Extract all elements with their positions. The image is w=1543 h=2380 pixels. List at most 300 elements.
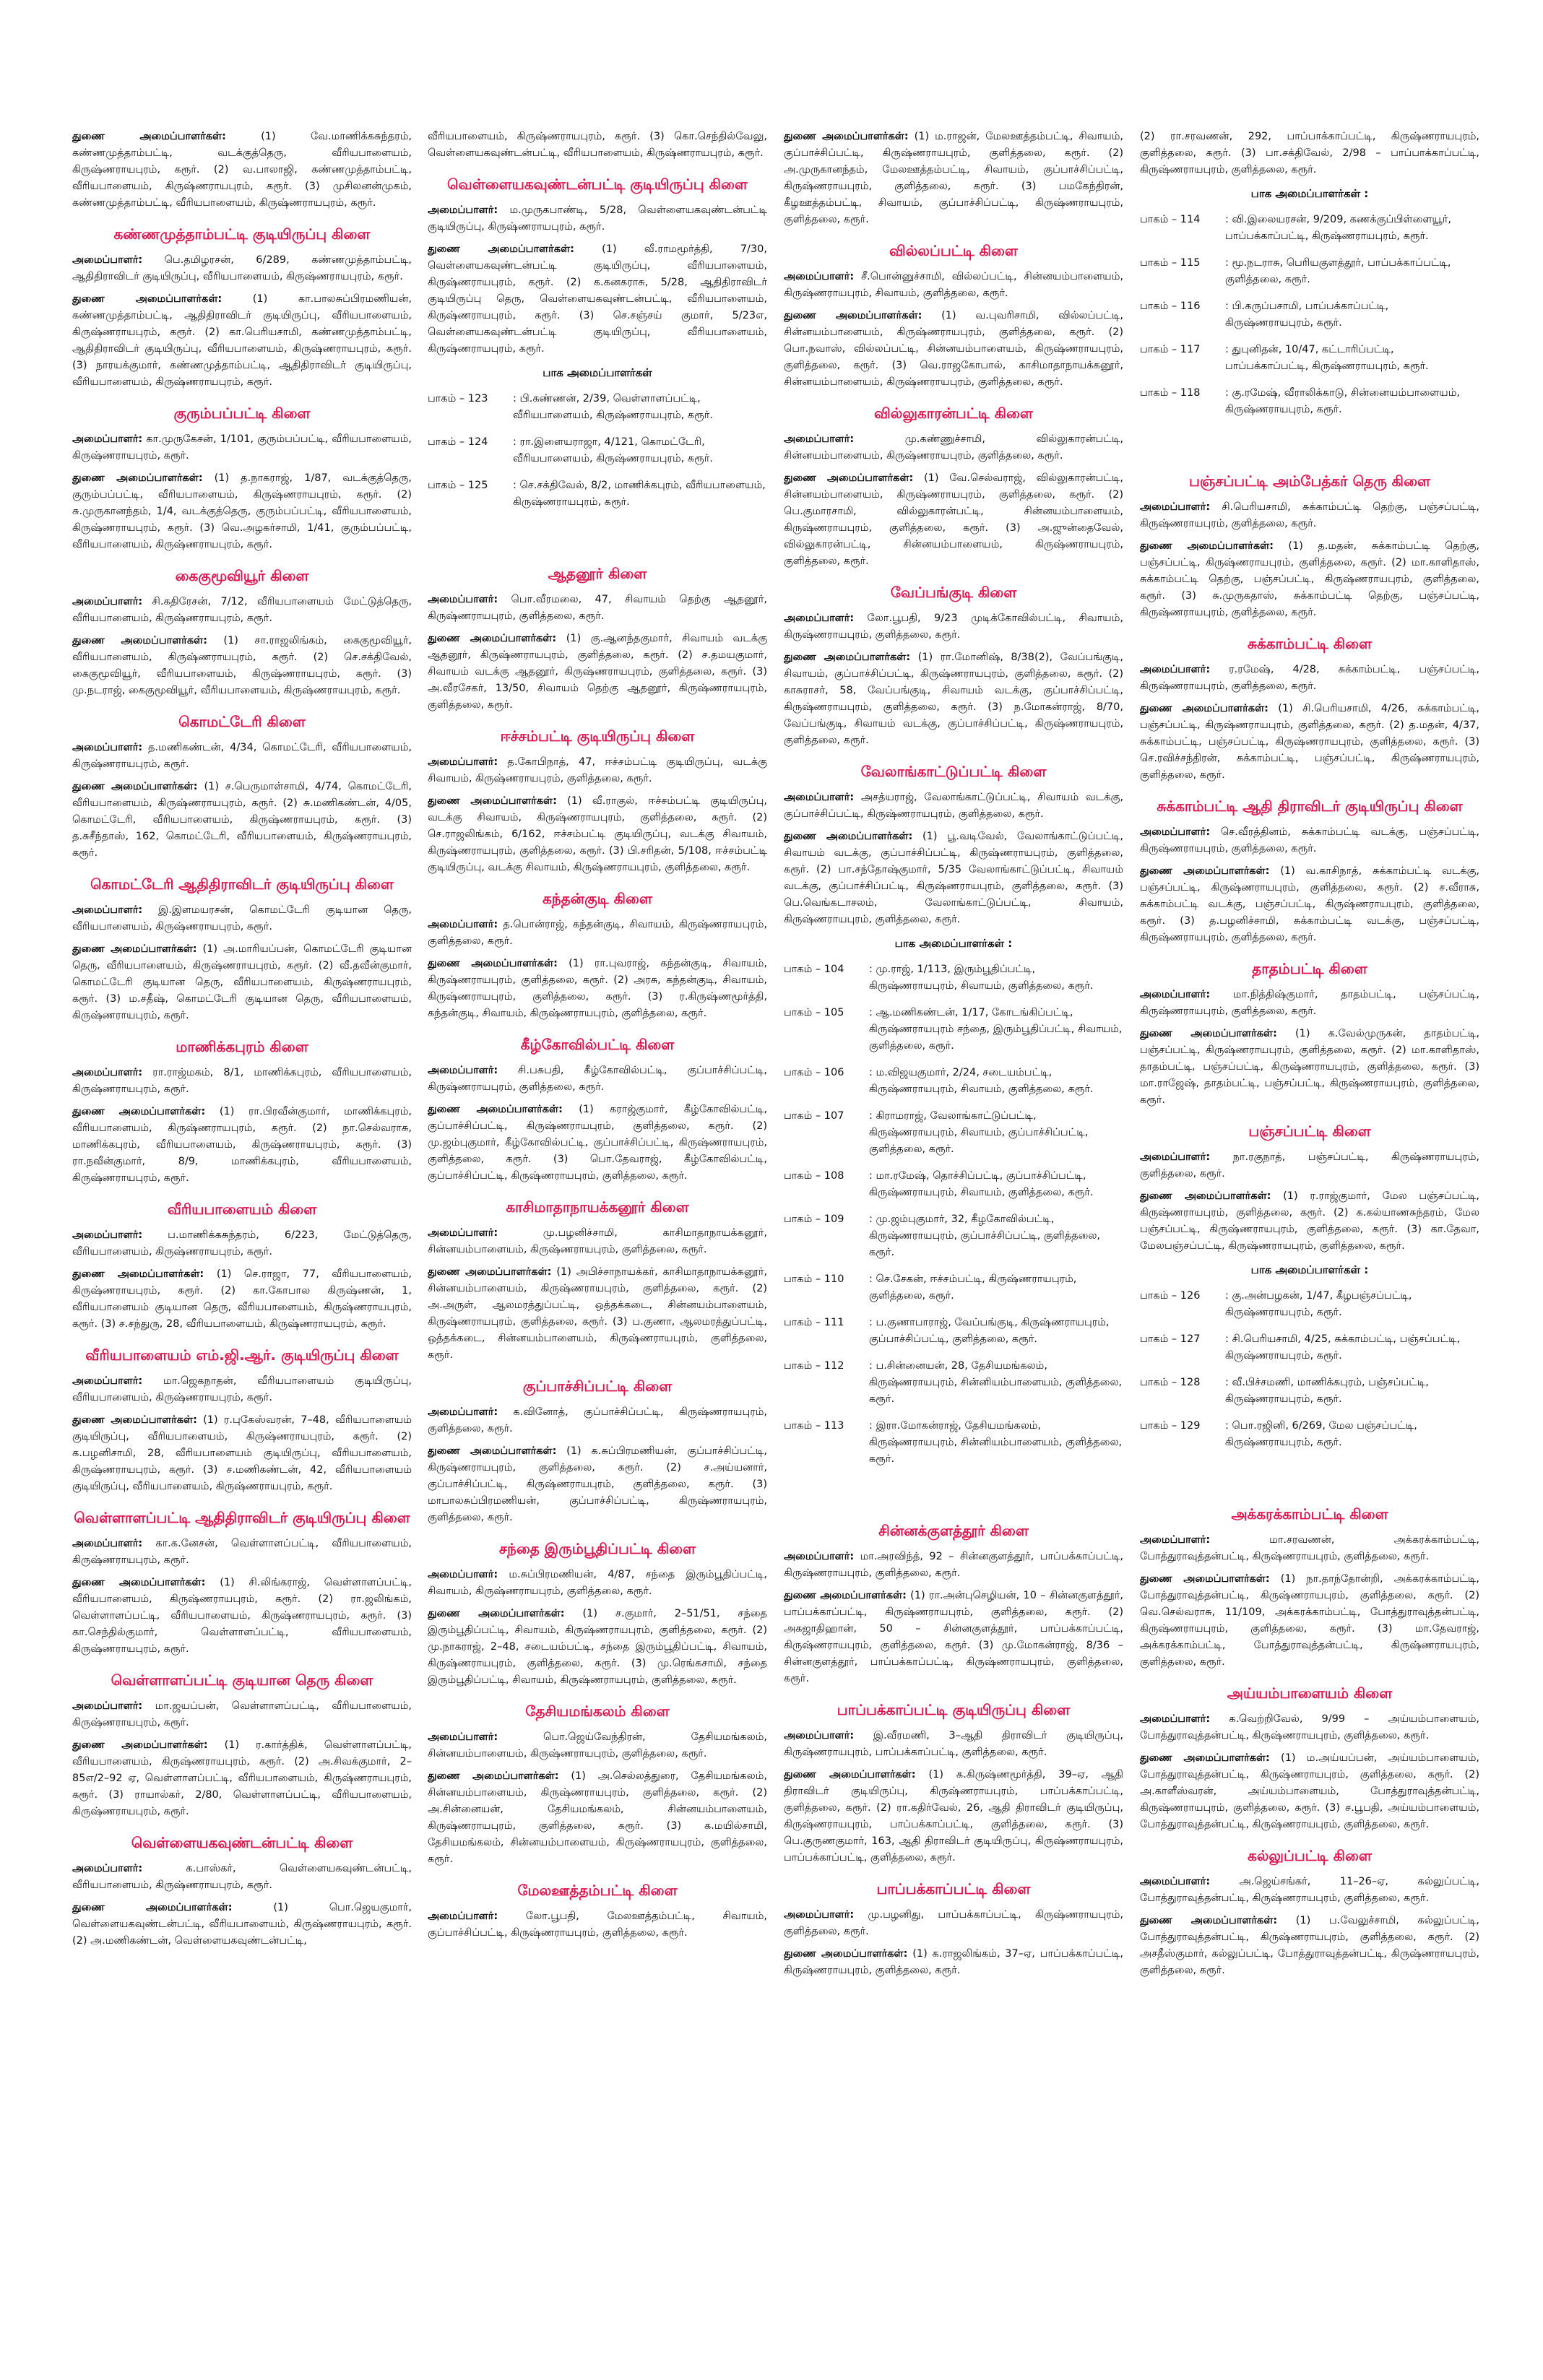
booth-number: பாகம் – 126 xyxy=(1140,1290,1201,1302)
member-text: சி.பசுபதி, கீழ்கோவில்பட்டி, குப்பாச்சிப்பட்டி, கிருஷ்ணராயபுரம், குளித்தலை, கரூர். xyxy=(428,1065,767,1093)
booth-row xyxy=(784,1065,1123,1098)
role-label: துணை அமைப்பாளர்கள்: xyxy=(784,1590,907,1601)
branch-heading: கந்தன்குடி கிளை xyxy=(543,890,652,907)
column-1 xyxy=(72,129,412,2368)
branch-block xyxy=(72,404,412,553)
member-text: க.வெற்றிவேல், 9/99 – அய்யம்பாளையம், போத்துராவுத்தன்பட்டி, கிருஷ்ணராயபுரம், குளித்தலை, கரூர். xyxy=(1140,1713,1479,1741)
member-text: அ.ஜெய்சங்கர், 11–26–ஏ, கல்லுப்பட்டி, போத்துராவுத்தன்பட்டி, கிருஷ்ணராயபுரம், குளித்தலை, கரூர். xyxy=(1140,1876,1479,1904)
role-label: அமைப்பாளர்: xyxy=(72,904,143,916)
booth-organizer: : மு.ஜம்புகுமார், 32, கீழகோவில்பட்டி, கிருஷ்ணராயபுரம், குப்பாச்சிப்பட்டி, குளித்தலை, கரூர். xyxy=(869,1213,1100,1258)
member-paragraph xyxy=(1140,1026,1479,1109)
branch-heading: பஞ்சப்பட்டி அம்பேத்கர் தெரு கிளை xyxy=(1188,472,1431,490)
role-label: அமைப்பாளர்: xyxy=(1140,1151,1211,1163)
booth-row xyxy=(784,1315,1123,1348)
role-label: துணை அமைப்பாளர்கள்: xyxy=(784,310,922,321)
member-text: சி.கதிரேசன், 7/12, வீரியபாளையம் மேட்டுத்தெரு, வீரியபாளையம், கிருஷ்ணராயபுரம், கரூர். xyxy=(72,596,412,624)
role-label: அமைப்பாளர்: xyxy=(428,1227,498,1239)
booth-number: பாகம் – 114 xyxy=(1140,214,1201,225)
member-text: (1) அ.செல்லத்துரை, தேசியமங்கலம், சின்னயம்பாளையம், கிருஷ்ணராயபுரம், குளித்தலை, கரூர். (2) அ.சின்னையன், தேசியமங்கலம், சின்னயம்பாளையம், கிருஷ்ணராயபுரம், குளித்தலை, கரூர். (3) க.மயில்சாமி, தேசியமங்கலம், சின்னயம்பாளையம், கிருஷ்ணராயபுரம், குளித்தலை, கரூர். xyxy=(428,1770,767,1865)
member-paragraph xyxy=(72,1575,412,1658)
branch-block xyxy=(1140,797,1479,946)
branch-heading: சுக்காம்பட்டி கிளை xyxy=(1247,635,1373,652)
member-text: (1) வ.காசிநாத், சுக்காம்பட்டி வடக்கு, பஞ்சப்பட்டி, கிருஷ்ணராயபுரம், குளித்தலை, கரூர். (2) ச.வீராசு, சுக்காம்பட்டி வடக்கு, பஞ்சப்பட்டி, கிருஷ்ணராயபுரம், குளித்தலை, கரூர். (3) த.பழனிச்சாமி, சுக்காம்பட்டி வடக்கு, பஞ்சப்பட்டி, கிருஷ்ணராயபுரம், குளித்தலை, கரூர். xyxy=(1140,865,1479,943)
role-label: துணை அமைப்பாளர்கள்: xyxy=(428,243,574,255)
member-text: (1) க.வேல்முருகன், தாதம்பட்டி, பஞ்சப்பட்டி, கிருஷ்ணராயபுரம், குளித்தலை, கரூர். (2) மா.காளிதாஸ், தாதம்பட்டி, பஞ்சப்பட்டி, கிருஷ்ணராயபுரம், குளித்தலை, கரூர். (3) மா.ராஜேஷ், தாதம்பட்டி, பஞ்சப்பட்டி, கிருஷ்ணராயபுரம், குளித்தலை, கரூர். xyxy=(1140,1028,1479,1106)
branch-block xyxy=(1140,129,1479,418)
member-text: (1) ம.அய்யப்பன், அய்யம்பாளையம், போத்துராவுத்தன்பட்டி, கிருஷ்ணராயபுரம், குளித்தலை, கரூர். (2) அ.காளீஸ்வரன், அய்யம்பாளையம், போத்துராவுத்தன்பட்டி, கிருஷ்ணராயபுரம், குளித்தலை, கரூர். (3) ச.பூபதி, அய்யம்பாளையம், போத்துராவுத்தன்பட்டி, கிருஷ்ணராயபுரம், குளித்தலை, கரூர். xyxy=(1140,1752,1479,1830)
booth-number: பாகம் – 128 xyxy=(1140,1377,1201,1388)
branch-heading: வெள்ளையகவுண்டன்பட்டி கிளை xyxy=(131,1834,353,1851)
role-label: அமைப்பாளர்: xyxy=(428,1569,498,1580)
member-text: (1) த.நாகராஜ், 1/87, வடக்குத்தெரு, குரும்பப்பட்டி, வீரியபாளையம், கிருஷ்ணராயபுரம், கரூர். (2) சு.முருகானந்தம், 1/4, வடக்குத்தெரு, குரும்பப்பட்டி, வீரியபாளையம், கிருஷ்ணராயபுரம், கரூர். (3) வெ.அழகர்சாமி, 1/41, குரும்பப்பட்டி, வீரியபாளையம், கிருஷ்ணராயபுரம், கரூர். xyxy=(72,472,412,550)
branch-block xyxy=(784,241,1123,391)
role-label: துணை அமைப்பாளர்கள்: xyxy=(428,1770,559,1782)
booth-number: பாகம் – 111 xyxy=(784,1317,844,1328)
branch-heading: காசிமாதாநாயக்கனூர் கிளை xyxy=(506,1198,689,1216)
branch-heading: அக்கரக்காம்பட்டி கிளை xyxy=(1231,1505,1388,1523)
member-paragraph xyxy=(784,1588,1123,1687)
member-text: ப.மாணிக்கசுந்தரம், 6/223, மேட்டுத்தெரு, வீரியபாளையம், கிருஷ்ணராயபுரம், கரூர். xyxy=(72,1229,412,1258)
member-text: (1) ரா.மோனிஷ், 8/38(2), வேப்பங்குடி, சிவாயம், குப்பாச்சிப்பட்டி, கிருஷ்ணராயபுரம், குளித்தலை, கரூர். (2) காசுராசர், 58, வேப்பங்குடி, சிவாயம் வடக்கு, குப்பாச்சிப்பட்டி, கிருஷ்ணராயபுரம், குளித்தலை, கரூர். (3) ந.மோகன்ராஜ், 8/70, வேப்பங்குடி, சிவாயம் வடக்கு, குப்பாச்சிப்பட்டி, கிருஷ்ணராயபுரம், குளித்தலை, கரூர். xyxy=(784,652,1123,746)
member-text: இ.இளமயரசன், கொமட்டேரி குடியான தெரு, வீரியபாளையம், கிருஷ்ணராயபுரம், கரூர். xyxy=(72,904,412,932)
booth-number: பாகம் – 104 xyxy=(784,964,844,975)
booth-number: பாகம் – 129 xyxy=(1140,1420,1201,1432)
member-paragraph xyxy=(428,129,767,162)
role-label: துணை அமைப்பாளர்கள்: xyxy=(72,293,222,305)
role-label: துணை அமைப்பாளர்கள்: xyxy=(72,635,208,646)
member-paragraph xyxy=(72,1227,412,1260)
member-paragraph xyxy=(1140,1711,1479,1744)
member-text: (1) செ.ராஜா, 77, வீரியபாளையம், கிருஷ்ணராயபுரம், கரூர். (2) கா.கோபால கிருஷ்ணன், 1, வீரியபாளையம் குடியான தெரு, வீரியபாளையம், கிருஷ்ணராயபுரம், கரூர். (3) ச.சந்துரு, 28, வீரியபாளையம், கிருஷ்ணராயபுரம், கரூர். xyxy=(72,1268,412,1330)
role-label: அமைப்பாளர்: xyxy=(72,1067,143,1078)
member-paragraph xyxy=(1140,1188,1479,1255)
booth-row xyxy=(784,1271,1123,1304)
member-paragraph xyxy=(784,1907,1123,1940)
branch-heading: வெள்ளாளப்பட்டி குடியான தெரு கிளை xyxy=(111,1671,373,1689)
member-paragraph xyxy=(72,1737,412,1820)
member-text: மு.பழனிது, பாப்பக்காப்பட்டி, கிருஷ்ணராயபுரம், குளித்தலை, கரூர். xyxy=(784,1909,1123,1937)
booth-row xyxy=(428,434,767,467)
branch-block xyxy=(428,175,767,511)
role-label: துணை அமைப்பாளர்கள்: xyxy=(72,943,197,955)
role-label: அமைப்பாளர்: xyxy=(1140,1713,1211,1725)
booth-number: பாகம் – 105 xyxy=(784,1007,844,1018)
branch-heading: சந்தை இரும்பூதிப்பட்டி கிளை xyxy=(498,1540,696,1557)
booth-organizer: : சி.பெரியசாமி, 4/25, சுக்காம்பட்டி, பஞ்சப்பட்டி, கிருஷ்ணராயபுரம், கரூர். xyxy=(1225,1333,1461,1362)
branch-block xyxy=(72,875,412,1024)
member-text: மா.அரவிந்த், 92 – சின்னகுளத்தூர், பாப்பக்காப்பட்டி, கிருஷ்ணராயபுரம், குளித்தலை, கரூர். xyxy=(784,1551,1123,1579)
member-text: (1) வே.செல்வராஜ், வில்லுகாரன்பட்டி, சின்னயம்பாளையம், கிருஷ்ணராயபுரம், குளித்தலை, கரூர். (2) பெ.குமாரசாமி, வில்லுகாரன்பட்டி, சின்னயம்பாளையம், கிருஷ்ணராயபுரம், குளித்தலை, கரூர். (3) அ.ஜுன்தைவேல், வில்லுகாரன்பட்டி, சின்னயம்பாளையம், கிருஷ்ணராயபுரம், குளித்தலை, கரூர். xyxy=(784,472,1123,567)
branch-block xyxy=(72,1671,412,1820)
booth-organizer: : வி.இலையரசன், 9/209, கணக்குப்பிள்ளையூர், பாப்பக்காப்பட்டி, கிருஷ்ணராயபுரம், கரூர். xyxy=(1225,214,1451,242)
member-paragraph xyxy=(784,1549,1123,1582)
role-label: துணை அமைப்பாளர்கள்: xyxy=(784,652,911,663)
branch-heading: வீரியபாளையம் எம்.ஜி.ஆர். குடியிருப்பு கிளை xyxy=(85,1346,399,1364)
booth-organizer: : பி.கண்ணன், 2/39, வெள்ளாளப்பட்டி, வீரியபாளையம், கிருஷ்ணராயபுரம், கரூர். xyxy=(513,393,713,421)
booth-number: பாகம் – 125 xyxy=(428,480,488,491)
booth-row xyxy=(1140,385,1479,418)
role-label: அமைப்பாளர்: xyxy=(1140,1876,1211,1887)
member-text: (1) வீ.ராகுல், ஈச்சம்பட்டி குடியிருப்பு, வடக்கு சிவாயம், கிருஷ்ணராயபுரம், குளித்தலை, கரூர். (2) செ.ராஜலிங்கம், 6/162, ஈச்சம்பட்டி குடியிருப்பு, வடக்கு சிவாயம், கிருஷ்ணராயபுரம், குளித்தலை, கரூர். (3) பி.சரிதன், 5/108, ஈச்சம்பட்டி குடியிருப்பு, வடக்கு சிவாயம், கிருஷ்ணராயபுரம், குளித்தலை, கரூர். xyxy=(428,795,767,873)
member-text: (1) நா.தாந்தோன்றி, அக்கரக்காம்பட்டி, போத்துராவுத்தன்பட்டி, கிருஷ்ணராயபுரம், குளித்தலை, கரூர். (2) வெ.செல்வராசு, 11/109, அக்கரக்காம்பட்டி, போத்துராவுத்தன்பட்டி, கிருஷ்ணராயபுரம், குளித்தலை, கரூர். (3) மா.தேவராஜ், அக்கரக்காம்பட்டி, போத்துராவுத்தன்பட்டி, கிருஷ்ணராயபுரம், குளித்தலை, கரூர். xyxy=(1140,1573,1479,1668)
member-text: லோ.பூபதி, மேலஊத்தம்பட்டி, சிவாயம், குப்பாச்சிப்பட்டி, கிருஷ்ணராயபுரம், குளித்தலை, கரூர். xyxy=(428,1911,767,1939)
role-label: துணை அமைப்பாளர்கள்: xyxy=(72,1577,206,1588)
role-label: அமைப்பாளர்: xyxy=(428,919,498,930)
role-label: துணை அமைப்பாளர்கள்: xyxy=(428,1608,565,1619)
role-label: துணை அமைப்பாளர்கள்: xyxy=(1140,1573,1270,1585)
booth-organizer: : பி.கருப்பசாமி, பாப்பக்காப்பட்டி, கிருஷ்ணராயபுரம், கரூர். xyxy=(1225,300,1389,329)
branch-block xyxy=(1140,1122,1479,1451)
role-label: அமைப்பாளர்: xyxy=(428,1911,498,1922)
member-paragraph xyxy=(1140,824,1479,857)
member-paragraph xyxy=(1140,1571,1479,1671)
booth-organizer: : ரா.இளையராஜா, 4/121, கொமட்டேரி, வீரியபாளையம், கிருஷ்ணராயபுரம், கரூர். xyxy=(513,436,713,464)
booth-number: பாகம் – 109 xyxy=(784,1213,844,1225)
member-text: (1) வீ.ராமமூர்த்தி, 7/30, வெள்ளையகவுண்டன்பட்டி குடியிருப்பு, வீரியபாளையம், கிருஷ்ணராயபுரம், கரூர். (2) க.கனகராசு, 5/28, ஆதிதிராவிடர் குடியிருப்பு தெரு, வெள்ளையகவுண்டன்பட்டி, வீரியபாளையம், கிருஷ்ணராயபுரம், கரூர். (3) செ.சஞ்சய் குமார், 5/23எ, வெள்ளையகவுண்டன்பட்டி குடியிருப்பு, வீரியபாளையம், கிருஷ்ணராயபுரம், கரூர். xyxy=(428,243,767,355)
member-paragraph xyxy=(1140,538,1479,621)
member-text: அசத்யராஜ், வேலாங்காட்டுப்பட்டி, சிவாயம் வடக்கு, குப்பாச்சிப்பட்டி, கிருஷ்ணராயபுரம், குளித்தலை, கரூர். xyxy=(784,792,1123,820)
booth-number: பாகம் – 117 xyxy=(1140,344,1201,355)
branch-heading: குப்பாச்சிப்பட்டி கிளை xyxy=(522,1377,673,1395)
role-label: அமைப்பாளர்: xyxy=(784,433,855,445)
member-text: க.வினோத், குப்பாச்சிப்பட்டி, கிருஷ்ணராயபுரம், குளித்தலை, கரூர். xyxy=(428,1406,767,1435)
member-text: ம.சுப்பிரமணியன், 4/87, சந்தை இரும்பூதிப்பட்டி, சிவாயம், கிருஷ்ணராயபுரம், குளித்தலை, கரூர். xyxy=(428,1569,767,1597)
branch-block xyxy=(784,762,1123,1468)
member-text: (1) ப.வேலுச்சாமி, கல்லுப்பட்டி, போத்துராவுத்தன்பட்டி, கிருஷ்ணராயபுரம், குளித்தலை, கரூர். (2) அசதீஸ்குமார், கல்லுப்பட்டி, போத்துராவுத்தன்பட்டி, கிருஷ்ணராயபுரம், குளித்தலை, கரூர். xyxy=(1140,1915,1479,1976)
member-text: இ.வீரமணி, 3–ஆதி திராவிடர் குடியிருப்பு, கிருஷ்ணராயபுரம், பாப்பக்காப்பட்டி, குளித்தலை, கரூர். xyxy=(784,1730,1123,1758)
branch-heading: வில்லப்பட்டி கிளை xyxy=(889,242,1018,259)
branch-block xyxy=(72,129,412,212)
booth-organizer: : மு.ராஜ், 1/113, இரும்பூதிப்பட்டி, கிருஷ்ணராயபுரம், சிவாயம், குளித்தலை, கரூர். xyxy=(869,964,1094,992)
member-paragraph xyxy=(72,902,412,935)
member-paragraph xyxy=(428,1102,767,1185)
member-text: (1) ர.புகேஸ்வரன், 7–48, வீரியபாளையம் குடியிருப்பு, வீரியபாளையம், கிருஷ்ணராயபுரம், கரூர். (2) க.பழனிசாமி, 28, வீரியபாளையம் குடியிருப்பு, வீரியபாளையம், கிருஷ்ணராயபுரம், கரூர். (3) ச.மணிகண்டன், 42, வீரியபாளையம் குடியிருப்பு, வீரியபாளையம், கிருஷ்ணராயபுரம், கரூர். xyxy=(72,1414,412,1492)
member-paragraph xyxy=(1140,1149,1479,1182)
member-text: கா.க.னேசன், வெள்ளாளப்பட்டி, வீரியபாளையம், கிருஷ்ணராயபுரம், கரூர். xyxy=(72,1538,412,1566)
member-text: சீ.பொன்னுச்சாமி, வில்லப்பட்டி, சின்னயம்பாளையம், கிருஷ்ணராயபுரம், சிவாயம், குளித்தலை, கரூர். xyxy=(784,271,1123,299)
branch-block xyxy=(784,583,1123,749)
member-paragraph xyxy=(1140,863,1479,946)
booth-organizer: : மா.ரமேஷ், தொச்சிப்பட்டி, குப்பாச்சிப்பட்டி, கிருஷ்ணராயபுரம், சிவாயம், குளித்தலை, கரூர். xyxy=(869,1170,1094,1198)
member-text: பொ.வீரமலை, 47, சிவாயம் தெற்கு ஆதனூர், கிருஷ்ணராயபுரம், குளித்தலை, கரூர். xyxy=(428,594,767,622)
member-text: (1) சா.ராஜலிங்கம், கைகுமூவியூர், வீரியபாளையம், கிருஷ்ணராயபுரம், கரூர். (2) செ.சக்திவேல், கைகுமூவியூர், வீரியபாளையம், கிருஷ்ணராயபுரம், கரூர். (3) மு.நடராஜ், கைகுமூவியூர், வீரியபாளையம், கிருஷ்ணராயபுரம், கரூர். xyxy=(72,635,412,696)
member-text: (1) ம.ராஜன், மேலஊத்தம்பட்டி, சிவாயம், குப்பாச்சிப்பட்டி, கிருஷ்ணராயபுரம், குளித்தலை, கரூர். (2) அ.முருகானந்தம், மேலஊத்தம்பட்டி, சிவாயம், குப்பாச்சிப்பட்டி, கிருஷ்ணராயபுரம், குளித்தலை, கரூர். (3) பமகேந்திரன், கீழஊத்தம்பட்டி, சிவாயம், குப்பாச்சிப்பட்டி, கிருஷ்ணராயபுரம், குளித்தலை, கரூர். xyxy=(784,131,1123,225)
booth-organizers-heading: பாக அமைப்பாளர்கள் xyxy=(543,366,652,379)
member-paragraph xyxy=(428,1567,767,1600)
role-label: துணை அமைப்பாளர்கள்: xyxy=(784,131,909,142)
branch-block xyxy=(72,1508,412,1658)
member-text: க.பாஸ்கர், வெள்ளையகவுண்டன்பட்டி, வீரியபாளையம், கிருஷ்ணராயபுரம், கரூர். xyxy=(72,1863,412,1891)
booth-row xyxy=(1140,342,1479,375)
member-paragraph xyxy=(784,1946,1123,1979)
booth-row xyxy=(784,1168,1123,1201)
column-gap xyxy=(1140,1463,1479,1492)
member-paragraph xyxy=(784,1728,1123,1761)
member-paragraph xyxy=(72,1536,412,1569)
branch-heading: தாதம்பட்டி கிளை xyxy=(1252,960,1367,977)
role-label: அமைப்பாளர்: xyxy=(1140,501,1211,513)
branch-block xyxy=(428,1377,767,1526)
branch-block xyxy=(1140,1684,1479,1833)
member-paragraph xyxy=(784,649,1123,749)
branch-heading: தேசியமங்கலம் கிளை xyxy=(525,1702,670,1720)
branch-heading: கைகுமூவியூர் கிளை xyxy=(175,567,309,584)
branch-heading: சின்னக்குளத்தூர் கிளை xyxy=(878,1522,1029,1539)
member-paragraph xyxy=(72,1861,412,1894)
branch-heading: குரும்பப்பட்டி கிளை xyxy=(173,404,311,422)
branch-heading: மாணிக்கபுரம் கிளை xyxy=(176,1038,308,1055)
member-paragraph xyxy=(784,1767,1123,1866)
member-paragraph xyxy=(1140,499,1479,532)
booth-number: பாகம் – 115 xyxy=(1140,257,1201,269)
booth-row xyxy=(1140,255,1479,288)
member-paragraph xyxy=(784,610,1123,644)
branch-block xyxy=(428,1035,767,1185)
role-label: அமைப்பாளர்: xyxy=(72,596,143,607)
role-label: துணை அமைப்பாளர்கள்: xyxy=(428,795,557,807)
branch-block xyxy=(1140,634,1479,784)
role-label: துணை அமைப்பாளர்கள்: xyxy=(784,831,913,842)
branch-heading: பாப்பக்காப்பட்டி குடியிருப்பு கிளை xyxy=(837,1701,1071,1718)
member-paragraph xyxy=(72,941,412,1024)
role-label: துணை அமைப்பாளர்கள்: xyxy=(784,472,914,484)
member-paragraph xyxy=(72,1266,412,1333)
branch-heading: கண்ணமுத்தாம்பட்டி குடியிருப்பு கிளை xyxy=(113,225,371,243)
member-text: (1) ரா.பிரவீன்குமார், மாணிக்கபுரம், வீரியபாளையம், கிருஷ்ணராயபுரம், கரூர். (2) நா.செல்வராசு, மாணிக்கபுரம், வீரியபாளையம், கிருஷ்ணராயபுரம், கரூர். (3) ரா.நவீன்குமார், 8/9, மாணிக்கபுரம், வீரியபாளையம், கிருஷ்ணராயபுரம், கரூர். xyxy=(72,1106,412,1184)
branch-block xyxy=(1140,1846,1479,1979)
member-paragraph xyxy=(428,1264,767,1364)
member-paragraph xyxy=(72,431,412,464)
role-label: அமைப்பாளர்: xyxy=(784,1909,855,1921)
branch-heading: ஈச்சம்பட்டி குடியிருப்பு கிளை xyxy=(500,727,695,745)
branch-heading: கீழ்கோவில்பட்டி கிளை xyxy=(520,1036,675,1053)
booth-organizer: : கு.ரமேஷ், வீராலிக்காடு, சின்னையம்பாளையம், கிருஷ்ணராயபுரம், கரூர். xyxy=(1225,387,1460,415)
member-text: பொ.ஜெய்வேந்திரன், தேசியமங்கலம், சின்னயம்பாளையம், கிருஷ்ணராயபுரம், குளித்தலை, கரூர். xyxy=(428,1731,767,1760)
member-paragraph xyxy=(428,793,767,876)
role-label: துணை அமைப்பாளர்கள்: xyxy=(72,472,203,484)
member-text: (1) சி.பெரியசாமி, 4/26, சுக்காம்பட்டி, பஞ்சப்பட்டி, கிருஷ்ணராயபுரம், குளித்தலை, கரூர். (2) த.மதன், 4/37, சுக்காம்பட்டி, பஞ்சப்பட்டி, கிருஷ்ணராயபுரம், குளித்தலை, கரூர். (3) செ.ரவிச்சந்திரன், சுக்காம்பட்டி, பஞ்சப்பட்டி, கிருஷ்ணராயபுரம், குளித்தலை, கரூர். xyxy=(1140,703,1479,781)
member-text: (1) கா.பாலசுப்பிரமணியன், கண்ணமுத்தாம்பட்டி, ஆதிதிராவிடர் குடியிருப்பு, வீரியபாளையம், கிருஷ்ணராயபுரம், கரூர். (2) கா.பெரியசாமி, கண்ணமுத்தாம்பட்டி, ஆதிதிராவிடர் குடியிருப்பு, வீரியபாளையம், கிருஷ்ணராயபுரம், கரூர். (3) நாரயக்குமார், கண்ணமுத்தாம்பட்டி, ஆதிதிராவிடர் குடியிருப்பு, வீரியபாளையம், கிருஷ்ணராயபுரம், கரூர். xyxy=(72,293,412,388)
member-text: (1) பொ.ஜெயகுமார், வெள்ளையகவுண்டன்பட்டி, வீரியபாளையம், கிருஷ்ணராயபுரம், கரூர். (2) அ.மணிகண்டன், வெள்ளையகவுண்டன்பட்டி, xyxy=(72,1902,412,1947)
member-paragraph xyxy=(428,1908,767,1942)
booth-number: பாகம் – 110 xyxy=(784,1273,844,1285)
member-paragraph xyxy=(72,1698,412,1731)
member-paragraph xyxy=(72,1412,412,1495)
booth-organizer: : பொ.ரஜினி, 6/269, மேல பஞ்சப்பட்டி, கிருஷ்ணராயபுரம், கரூர். xyxy=(1225,1420,1417,1448)
branch-block xyxy=(1140,1505,1479,1671)
booth-row xyxy=(1140,212,1479,245)
role-label: அமைப்பாளர்: xyxy=(784,792,855,803)
member-text: சி.பெரியசாமி, சுக்காம்பட்டி தெற்கு, பஞ்சப்பட்டி, கிருஷ்ணராயபுரம், குளித்தலை, கரூர். xyxy=(1140,501,1479,529)
role-label: அமைப்பாளர்: xyxy=(784,271,855,282)
booth-row xyxy=(784,1418,1123,1468)
branch-block xyxy=(784,129,1123,228)
booth-number: பாகம் – 112 xyxy=(784,1360,844,1372)
member-text: (1) க.சுப்பிரமணியன், குப்பாச்சிப்பட்டி, கிருஷ்ணராயபுரம், குளித்தலை, கரூர். (2) ச.அய்யனார், குப்பாச்சிப்பட்டி, கிருஷ்ணராயபுரம், குளித்தலை, கரூர். (3) மாபாலசுப்பிரமணியன், குப்பாச்சிப்பட்டி, கிருஷ்ணராயபுரம், குளித்தலை, கரூர். xyxy=(428,1445,767,1523)
member-paragraph xyxy=(428,1729,767,1762)
column-4 xyxy=(1140,129,1479,2368)
member-paragraph xyxy=(428,956,767,1022)
booth-number: பாகம் – 113 xyxy=(784,1420,844,1432)
role-label: அமைப்பாளர்: xyxy=(1140,989,1211,1000)
member-text: கா.முருகேசன், 1/101, குரும்பப்பட்டி, வீரியபாளையம், கிருஷ்ணராயபுரம், கரூர். xyxy=(72,433,412,462)
booth-organizers-heading: பாக அமைப்பாளர்கள் : xyxy=(894,937,1013,950)
member-paragraph xyxy=(428,631,767,714)
role-label: அமைப்பாளர்: xyxy=(428,204,498,216)
role-label: துணை அமைப்பாளர்கள்: xyxy=(1140,1915,1278,1926)
member-text: வீரியபாளையம், கிருஷ்ணராயபுரம், கரூர். (3) கொ.செந்தில்வேலு, வெள்ளையகவுண்டன்பட்டி, வீரியபாளையம், கிருஷ்ணராயபுரம், கரூர். xyxy=(428,131,767,159)
booth-number: பாகம் – 124 xyxy=(428,436,488,448)
role-label: அமைப்பாளர்: xyxy=(72,254,143,266)
branch-heading: மேலஊத்தம்பட்டி கிளை xyxy=(517,1882,678,1899)
column-3 xyxy=(784,129,1123,2368)
branch-heading: அய்யம்பாளையம் கிளை xyxy=(1227,1684,1393,1702)
member-paragraph xyxy=(1140,662,1479,695)
role-label: துணை அமைப்பாளர்கள்: xyxy=(784,1948,908,1960)
member-text: (1) ச.பெருமாள்சாமி, 4/74, கொமட்டேரி, வீரியபாளையம், கிருஷ்ணராயபுரம், கரூர். (2) சு.மணிகண்டன், 4/05, கொமட்டேரி, வீரியபாளையம், கிருஷ்ணராயபுரம், கரூர். (3) த.சுசீந்தாஸ், 162, கொமட்டேரி, வீரியபாளையம், கிருஷ்ணராயபுரம், கரூர். xyxy=(72,781,412,859)
member-text: (2) ரா.சரவணன், 292, பாப்பாக்காப்பட்டி, கிருஷ்ணராயபுரம், குளித்தலை, கரூர். (3) பா.சக்திவேல், 2/98 – பாப்பாக்காப்பட்டி, கிருஷ்ணராயபுரம், குளித்தலை, கரூர். xyxy=(1140,131,1479,176)
member-text: (1) க.கிருஷ்ணமூர்த்தி, 39–ஏ, ஆதி திராவிடர் குடியிருப்பு, கிருஷ்ணராயபுரம், பாப்பக்காப்பட்டி, குளித்தலை, கரூர். (2) ரா.கதிர்வேல், 26, ஆதி திராவிடர் குடியிருப்பு, கிருஷ்ணராயபுரம், பாப்பக்காப்பட்டி, குளித்தலை, கரூர். (3) பெ.குருணகுமார், 163, ஆதி திராவிடர் குடியிருப்பு, கிருஷ்ணராயபுரம், பாப்பக்காப்பட்டி, குளித்தலை, கரூர். xyxy=(784,1769,1123,1864)
member-text: (1) கராஜ்குமார், கீழ்கோவில்பட்டி, குப்பாச்சிப்பட்டி, கிருஷ்ணராயபுரம், குளித்தலை, கரூர். (2) மு.ஜம்புகுமார், கீழ்கோவில்பட்டி, குப்பாச்சிப்பட்டி, கிருஷ்ணராயபுரம், குளித்தலை, கரூர். (3) பொ.தேவராஜ், கீழ்கோவில்பட்டி, குப்பாச்சிப்பட்டி, கிருஷ்ணராயபுரம், குளித்தலை, கரூர். xyxy=(428,1104,767,1182)
member-text: செ.வீரத்தினம், சுக்காம்பட்டி வடக்கு, பஞ்சப்பட்டி, கிருஷ்ணராயபுரம், குளித்தலை, கரூர். xyxy=(1140,826,1479,854)
branch-block xyxy=(428,1702,767,1868)
branch-block xyxy=(428,1539,767,1689)
role-label: அமைப்பாளர்: xyxy=(428,1065,498,1076)
member-paragraph xyxy=(1140,1532,1479,1565)
member-paragraph xyxy=(428,754,767,787)
booth-organizer: : ம.விஜயகுமார், 2/24, சடையம்பட்டி, கிருஷ்ணராயபுரம், சிவாயம், குளித்தலை, கரூர். xyxy=(869,1067,1094,1095)
role-label: துணை அமைப்பாளர்கள்: xyxy=(72,1414,197,1426)
branch-block xyxy=(784,1521,1123,1687)
member-text: மு.பழனிச்சாமி, காசிமாதாநாயக்கனூர், சின்னயம்பாளையம், கிருஷ்ணராயபுரம், குளித்தலை, கரூர். xyxy=(428,1227,767,1255)
booth-organizer: : வீ.பிச்சமணி, மாணிக்கபுரம், பஞ்சப்பட்டி, கிருஷ்ணராயபுரம், கரூர். xyxy=(1225,1377,1429,1405)
branch-heading: கொமட்டேரி ஆதிதிராவிடர் குடியிருப்பு கிளை xyxy=(90,875,394,893)
role-label: அமைப்பாளர்: xyxy=(784,613,855,624)
column-gap xyxy=(784,1479,1123,1508)
branch-block xyxy=(72,566,412,699)
booth-organizers-heading: பாக அமைப்பாளர்கள் : xyxy=(1250,187,1369,200)
member-paragraph xyxy=(72,1373,412,1406)
branch-block xyxy=(72,712,412,862)
member-text: (1) வ.புவரிசாமி, வில்லப்பட்டி, சின்னயம்பாளையம், கிருஷ்ணராயபுரம், குளித்தலை, கரூர். (2) பொ.நவாஸ், வில்லப்பட்டி, சின்னயம்பாளையம், கிருஷ்ணராயபுரம், குளித்தலை, கரூர். (3) வெ.ராஜகோபால், காசிமாதாநாயக்கனூர், சின்னயம்பாளையம், கிருஷ்ணராயபுரம், குளித்தலை, கரூர். xyxy=(784,310,1123,388)
member-paragraph xyxy=(784,308,1123,391)
member-paragraph xyxy=(784,470,1123,570)
member-paragraph xyxy=(428,1768,767,1868)
role-label: அமைப்பாளர்: xyxy=(428,594,498,605)
member-text: (1) அபிச்சாநாயக்கர், காசிமாதாநாயக்கனூர், சின்னயம்பாளையம், கிருஷ்ணராயபுரம், குளித்தலை, கரூர். (2) அ.அருள், ஆலமரத்துப்பட்டி, ஒத்தக்கடை, சின்னயம்பாளையம், கிருஷ்ணராயபுரம், குளித்தலை, கரூர். (3) ப.குணா, ஆலமரத்துப்பட்டி, ஒத்தக்கடை, சின்னயம்பாளையம், கிருஷ்ணராயபுரம், குளித்தலை, கரூர். xyxy=(428,1266,767,1361)
branch-block xyxy=(428,889,767,1022)
member-text: மா.ஜயப்பன், வெள்ளாளப்பட்டி, வீரியபாளையம், கிருஷ்ணராயபுரம், கரூர். xyxy=(72,1700,412,1728)
role-label: துணை அமைப்பாளர்கள்: xyxy=(72,1739,208,1751)
member-paragraph xyxy=(1140,701,1479,784)
member-text: (1) ர.கார்த்திக், வெள்ளாளப்பட்டி, வீரியபாளையம், கிருஷ்ணராயபுரம், கரூர். (2) அ.சிவக்குமார், 2–85எ/2–92 ஏ, வெள்ளாளப்பட்டி, வீரியபாளையம், கிருஷ்ணராயபுரம், கரூர். (3) ராயால்கர், 2/80, வெள்ளாளப்பட்டி, வீரியபாளையம், கிருஷ்ணராயபுரம், கரூர். xyxy=(72,1739,412,1817)
member-paragraph xyxy=(72,779,412,862)
booth-number: பாகம் – 116 xyxy=(1140,300,1201,312)
role-label: துணை அமைப்பாளர்கள்: xyxy=(72,131,226,142)
member-paragraph xyxy=(72,470,412,553)
booth-row xyxy=(784,1005,1123,1055)
branch-heading: வெள்ளையகவுண்டன்பட்டி குடியிருப்பு கிளை xyxy=(447,176,748,193)
member-paragraph xyxy=(428,592,767,625)
role-label: அமைப்பாளர்: xyxy=(72,433,143,445)
branch-block xyxy=(72,1833,412,1950)
member-paragraph xyxy=(428,917,767,950)
member-text: (1) ர.ராஜ்குமார், மேல பஞ்சப்பட்டி, கிருஷ்ணராயபுரம், குளித்தலை, கரூர். (2) க.கல்யாணசுந்தரம், மேல பஞ்சப்பட்டி, கிருஷ்ணராயபுரம், குளித்தலை, கரூர். (3) கா.தேவா, மேலபஞ்சப்பட்டி, கிருஷ்ணராயபுரம், குளித்தலை, கரூர். xyxy=(1140,1190,1479,1252)
booth-row xyxy=(784,961,1123,995)
member-paragraph xyxy=(72,1104,412,1187)
member-text: மா.சரவணன், அக்கரக்காம்பட்டி, போத்துராவுத்தன்பட்டி, கிருஷ்ணராயபுரம், குளித்தலை, கரூர். xyxy=(1140,1534,1479,1562)
member-paragraph xyxy=(428,1225,767,1258)
booth-number: பாகம் – 106 xyxy=(784,1067,844,1078)
booth-row xyxy=(1140,1331,1479,1364)
booth-row xyxy=(784,1108,1123,1158)
booth-row xyxy=(428,391,767,424)
member-paragraph xyxy=(784,431,1123,464)
member-text: (1) சி.லிங்கராஜ், வெள்ளாளப்பட்டி, வீரியபாளையம், கிருஷ்ணராயபுரம், கரூர். (2) ரா.ஜலிங்கம், வெள்ளாளப்பட்டி, வீரியபாளையம், கிருஷ்ணராயபுரம், கரூர். (3) கா.செந்தில்குமார், வெள்ளாளப்பட்டி, வீரியபாளையம், கிருஷ்ணராயபுரம், கரூர். xyxy=(72,1577,412,1655)
role-label: துணை அமைப்பாளர்கள்: xyxy=(1140,540,1274,552)
member-paragraph xyxy=(72,1900,412,1950)
branch-heading: பாப்பக்காப்பட்டி கிளை xyxy=(876,1880,1031,1897)
branch-block xyxy=(1140,959,1479,1109)
booth-organizer: : துபுனிதன், 10/47, கட்டாரிப்பட்டி, பாப்பக்காப்பட்டி, கிருஷ்ணராயபுரம், கரூர். xyxy=(1225,344,1429,372)
member-paragraph xyxy=(1140,129,1479,178)
branch-block xyxy=(784,1700,1123,1866)
member-paragraph xyxy=(72,633,412,699)
booth-row xyxy=(1140,298,1479,332)
member-paragraph xyxy=(72,1065,412,1098)
role-label: அமைப்பாளர்: xyxy=(72,1229,143,1241)
member-text: (1) வே.மாணிக்கசுந்தரம், கண்ணமுத்தாம்பட்டி, வடக்குத்தெரு, வீரியபாளையம், கிருஷ்ணராயபுரம், கரூர். (2) வ.பாலாஜி, கண்ணமுத்தாம்பட்டி, வீரியபாளையம், கிருஷ்ணராயபுரம், கரூர். (3) முசிலனன்முகம், கண்ணமுத்தாம்பட்டி, வீரியபாளையம், கிருஷ்ணராயபுரம், கரூர். xyxy=(72,131,412,209)
column-gap xyxy=(428,522,767,551)
role-label: துணை அமைப்பாளர்கள்: xyxy=(1140,1028,1277,1039)
branch-heading: வீரியபாளையம் கிளை xyxy=(167,1200,317,1218)
role-label: துணை அமைப்பாளர்கள்: xyxy=(1140,703,1268,714)
branch-heading: பஞ்சப்பட்டி கிளை xyxy=(1248,1122,1371,1140)
role-label: துணை அமைப்பாளர்கள்: xyxy=(428,1445,557,1457)
branch-heading: வெள்ளாளப்பட்டி ஆதிதிராவிடர் குடியிருப்பு கிளை xyxy=(74,1509,410,1526)
branch-block xyxy=(428,727,767,876)
branch-block xyxy=(428,1198,767,1364)
branch-block xyxy=(1140,472,1479,621)
member-paragraph xyxy=(428,1063,767,1096)
member-paragraph xyxy=(428,1606,767,1689)
member-paragraph xyxy=(428,202,767,235)
booth-number: பாகம் – 107 xyxy=(784,1110,844,1122)
role-label: துணை அமைப்பாளர்கள்: xyxy=(1140,1752,1270,1764)
booth-organizer: : ப.குணாபாராஜ், வேப்பங்குடி, கிருஷ்ணராயபுரம், குப்பாச்சிப்பட்டி, குளித்தலை, கரூர். xyxy=(869,1317,1110,1345)
role-label: துணை அமைப்பாளர்கள்: xyxy=(72,1902,233,1913)
member-paragraph xyxy=(428,1443,767,1526)
member-text: ரா.ராஜ்மகம், 8/1, மாணிக்கபுரம், வீரியபாளையம், கிருஷ்ணராயபுரம், கரூர். xyxy=(72,1067,412,1095)
member-paragraph xyxy=(72,594,412,627)
branch-heading: ஆதனூர் கிளை xyxy=(548,565,647,582)
member-text: த.மணிகண்டன், 4/34, கொமட்டேரி, வீரியபாளையம், கிருஷ்ணராயபுரம், கரூர். xyxy=(72,742,412,770)
member-text: மு.கண்ணுச்சாமி, வில்லுகாரன்பட்டி, சின்னயம்பாளையம், கிருஷ்ணராயபுரம், குளித்தலை, கரூர். xyxy=(784,433,1123,462)
booth-organizer: : கிராமராஜ், வேலாங்காட்டுப்பட்டி, கிருஷ்ணராயபுரம், சிவாயம், குப்பாச்சிப்பட்டி, குளித்தலை, கரூர். xyxy=(869,1110,1089,1155)
role-label: அமைப்பாளர்: xyxy=(784,1551,855,1562)
branch-block xyxy=(784,404,1123,570)
role-label: அமைப்பாளர்: xyxy=(1140,664,1211,675)
member-paragraph xyxy=(784,269,1123,302)
member-paragraph xyxy=(1140,1913,1479,1979)
member-text: (1) ரா.புவராஜ், கந்தன்குடி, சிவாயம், கிருஷ்ணராயபுரம், குளித்தலை, கரூர். (2) அரசு, கந்தன்குடி, சிவாயம், கிருஷ்ணராயபுரம், குளித்தலை, கரூர். (3) ர.கிருஷ்ணமூர்த்தி, கந்தன்குடி, சிவாயம், கிருஷ்ணராயபுரம், குளித்தலை, கரூர். xyxy=(428,958,767,1019)
branch-block xyxy=(428,129,767,162)
branch-block xyxy=(428,564,767,714)
branch-heading: கல்லுப்பட்டி கிளை xyxy=(1248,1847,1372,1864)
role-label: துணை அமைப்பாளர்கள்: xyxy=(428,1266,552,1278)
branch-block xyxy=(72,225,412,391)
booth-row xyxy=(1140,1375,1479,1408)
